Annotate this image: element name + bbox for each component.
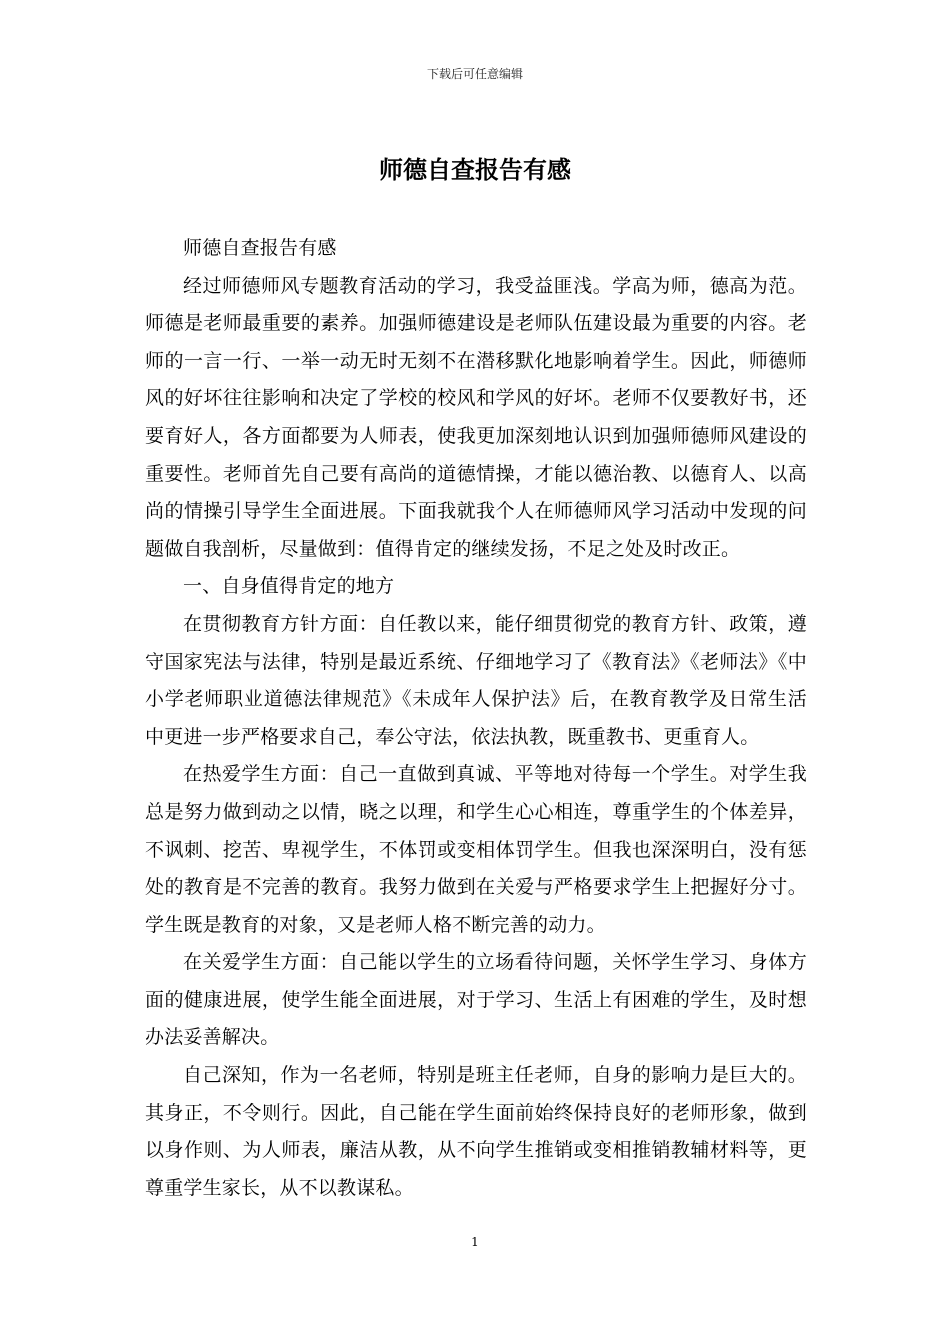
section-heading-1: 一、自身值得肯定的地方: [183, 575, 395, 598]
header-note: 下载后可任意编辑: [426, 67, 523, 81]
body-paragraph-intro: 经过师德师风专题教育活动的学习，我受益匪浅。学高为师，德高为范。师德是老师最重要的素养。加强师德建设是老师队伍建设最为重要的内容。老师的一言一行、一举一动无时无刻不在潜移默化地影响着学生。因此，师德师风的好坏往往影响和决定了学校的校风和学风的好坏。老师不仅要教好书，还要育好人，各方面都要为人师表，使我更加深刻地认识到加强师德师风建设的重要性。老师首先自己要有高尚的道德情操，才能以德治教、以德育人、以高尚的情操引导学生全面进展。下面我就我个人在师德师风学习活动中发现的问题做自我剖析，尽量做到：值得肯定的继续发扬，不足之处及时改正。: [145, 274, 807, 560]
body-paragraph-subtitle: 师德自查报告有感: [183, 237, 337, 259]
body-paragraph-care-students: 在关爱学生方面：自己能以学生的立场看待问题，关怀学生学习、身体方面的健康进展，使学生能全面进展，对于学习、生活上有困难的学生，及时想办法妥善解决。: [145, 951, 807, 1049]
document-body: [145, 230, 807, 1207]
document-title: 师德自查报告有感: [379, 155, 571, 184]
page-number: 1: [471, 1235, 479, 1249]
body-paragraph-love-students: 在热爱学生方面：自己一直做到真诚、平等地对待每一个学生。对学生我总是努力做到动之以情，晓之以理，和学生心心相连，尊重学生的个体差异，不讽刺、挖苦、卑视学生，不体罚或变相体罚学生。但我也深深明白，没有惩处的教育是不完善的教育。我努力做到在关爱与严格要求学生上把握好分寸。学生既是教育的对象，又是老师人格不断完善的动力。: [145, 763, 807, 936]
body-paragraph-education-policy: 在贯彻教育方针方面：自任教以来，能仔细贯彻党的教育方针、政策，遵守国家宪法与法律，特别是最近系统、仔细地学习了《教育法》《老师法》《中小学老师职业道德法律规范》《未成年人保护法》后，在教育教学及日常生活中更进一步严格要求自己，奉公守法，依法执教，既重教书、更重育人。: [145, 612, 807, 748]
body-paragraph-role-model: 自己深知，作为一名老师，特别是班主任老师，自身的影响力是巨大的。其身正，不令则行。因此，自己能在学生面前始终保持良好的老师形象，做到以身作则、为人师表，廉洁从教，从不向学生推销或变相推销教辅材料等，更尊重学生家长，从不以教谋私。: [145, 1064, 807, 1199]
